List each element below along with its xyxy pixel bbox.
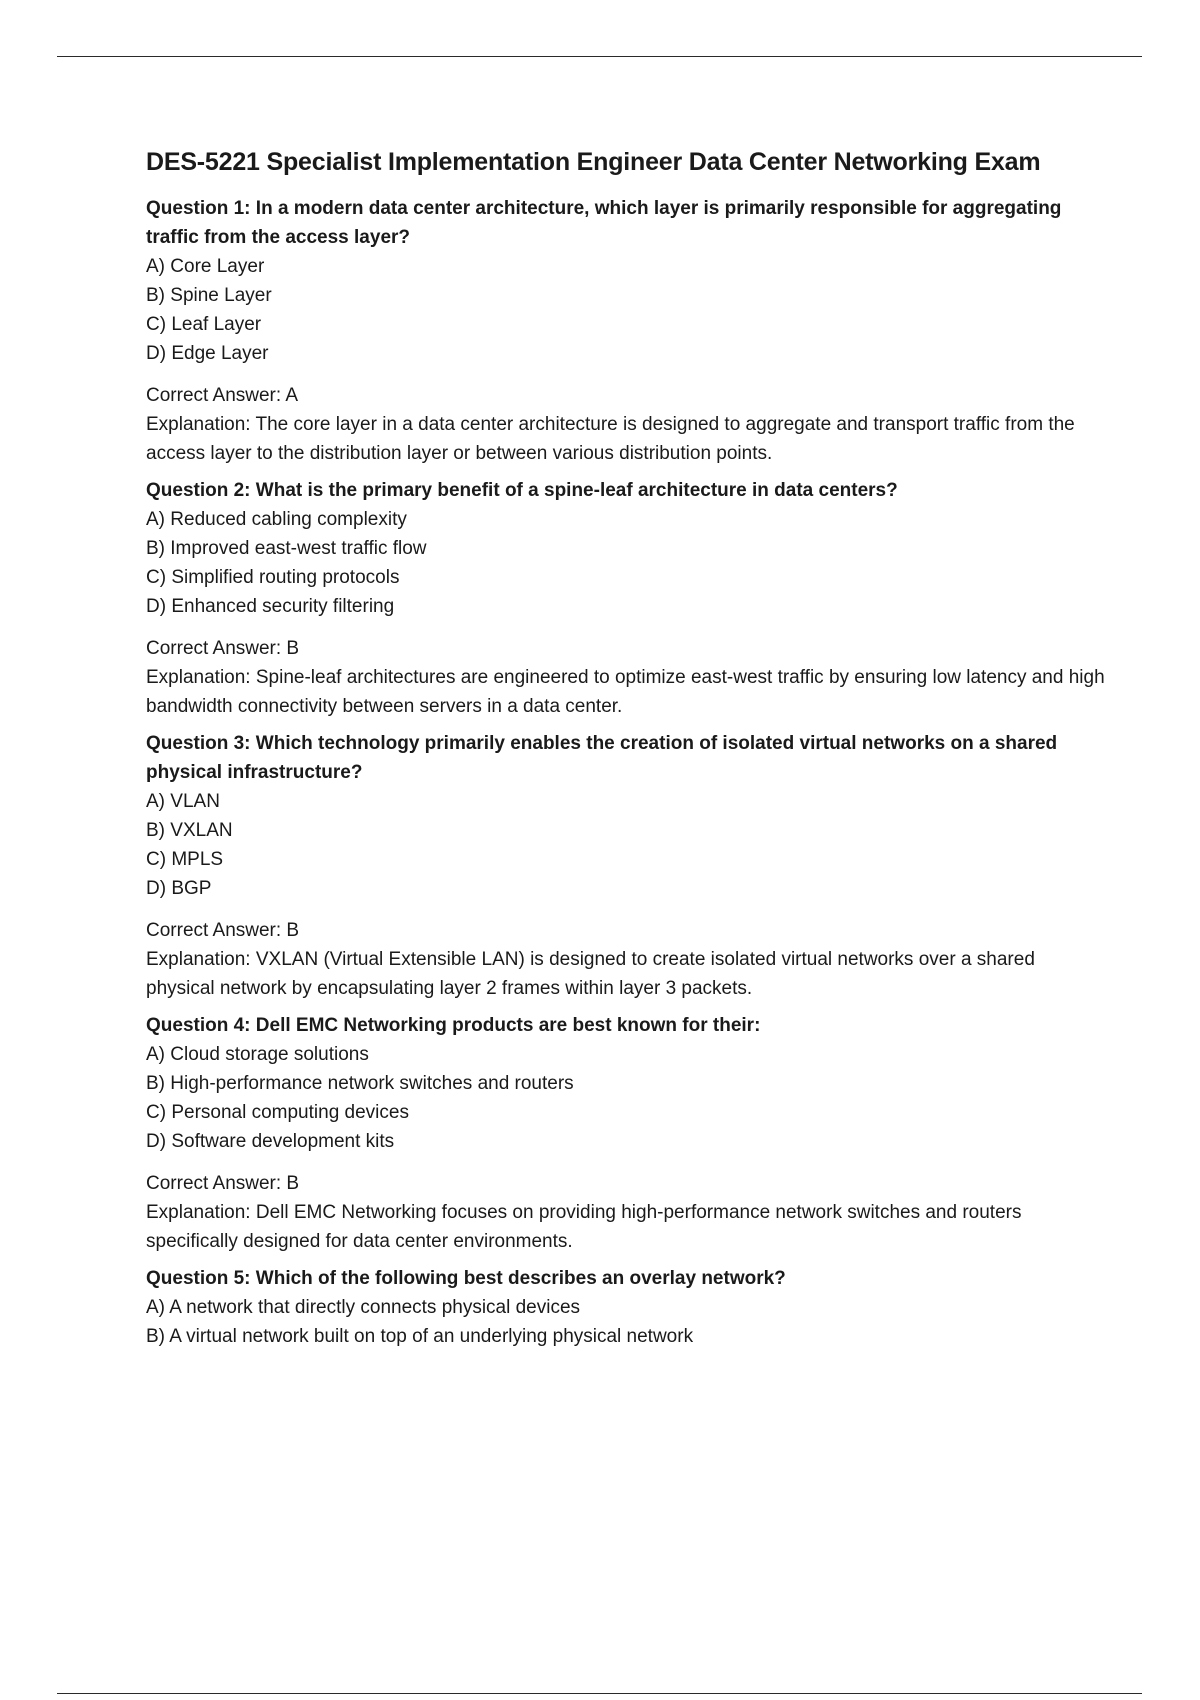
question-block-5	[146, 1264, 1106, 1351]
explanation: Explanation: The core layer in a data center architecture is designed to aggregate and transport traffic from the access layer to the distribution layer or between various distribution points.	[146, 414, 1075, 464]
option-item: C) Simplified routing protocols	[146, 567, 400, 588]
option-item: A) Cloud storage solutions	[146, 1044, 369, 1065]
option-item: B) A virtual network built on top of an underlying physical network	[146, 1326, 694, 1347]
option-list	[146, 787, 1106, 903]
question-text: Question 5: Which of the following best describes an overlay network?	[146, 1268, 786, 1289]
option-list	[146, 1293, 1106, 1351]
option-item: D) Edge Layer	[146, 343, 269, 364]
footer-rule	[57, 1693, 1142, 1694]
option-list	[146, 505, 1106, 621]
option-item: D) Enhanced security filtering	[146, 596, 395, 617]
question-text: Question 4: Dell EMC Networking products are best known for their:	[146, 1015, 761, 1036]
option-list	[146, 252, 1106, 368]
question-block-1	[146, 194, 1106, 468]
question-text: Question 2: What is the primary benefit of a spine-leaf architecture in data centers?	[146, 480, 898, 501]
option-item: A) VLAN	[146, 791, 220, 812]
option-list	[146, 1040, 1106, 1156]
option-item: A) A network that directly connects physical devices	[146, 1297, 581, 1318]
document-title: DES-5221 Specialist Implementation Engineer Data Center Networking Exam	[146, 148, 1041, 176]
option-item: B) Spine Layer	[146, 285, 272, 306]
option-item: B) Improved east-west traffic flow	[146, 538, 427, 559]
explanation: Explanation: VXLAN (Virtual Extensible LAN) is designed to create isolated virtual networks over a shared physical network by encapsulating layer 2 frames within layer 3 packets.	[146, 949, 1035, 999]
question-block-4	[146, 1011, 1106, 1256]
option-item: A) Core Layer	[146, 256, 265, 277]
question-block-2	[146, 476, 1106, 721]
option-item: B) VXLAN	[146, 820, 233, 841]
option-item: A) Reduced cabling complexity	[146, 509, 407, 530]
correct-answer: Correct Answer: B	[146, 920, 300, 941]
correct-answer: Correct Answer: B	[146, 638, 300, 659]
question-block-3	[146, 729, 1106, 1003]
header-rule	[57, 56, 1142, 57]
option-item: D) Software development kits	[146, 1131, 395, 1152]
option-item: B) High-performance network switches and routers	[146, 1073, 574, 1094]
correct-answer: Correct Answer: A	[146, 385, 299, 406]
correct-answer: Correct Answer: B	[146, 1173, 300, 1194]
option-item: C) Personal computing devices	[146, 1102, 409, 1123]
option-item: D) BGP	[146, 878, 212, 899]
document-body	[146, 146, 1106, 1359]
question-text: Question 1: In a modern data center architecture, which layer is primarily responsible for aggregating traffic from the access layer?	[146, 198, 1062, 248]
explanation: Explanation: Dell EMC Networking focuses on providing high-performance network switches and routers specifically designed for data center environments.	[146, 1202, 1022, 1252]
explanation: Explanation: Spine-leaf architectures are engineered to optimize east-west traffic by ensuring low latency and high bandwidth connectivity between servers in a data center.	[146, 667, 1105, 717]
option-item: C) Leaf Layer	[146, 314, 262, 335]
question-text: Question 3: Which technology primarily enables the creation of isolated virtual networks on a shared physical infrastructure?	[146, 733, 1058, 783]
option-item: C) MPLS	[146, 849, 224, 870]
